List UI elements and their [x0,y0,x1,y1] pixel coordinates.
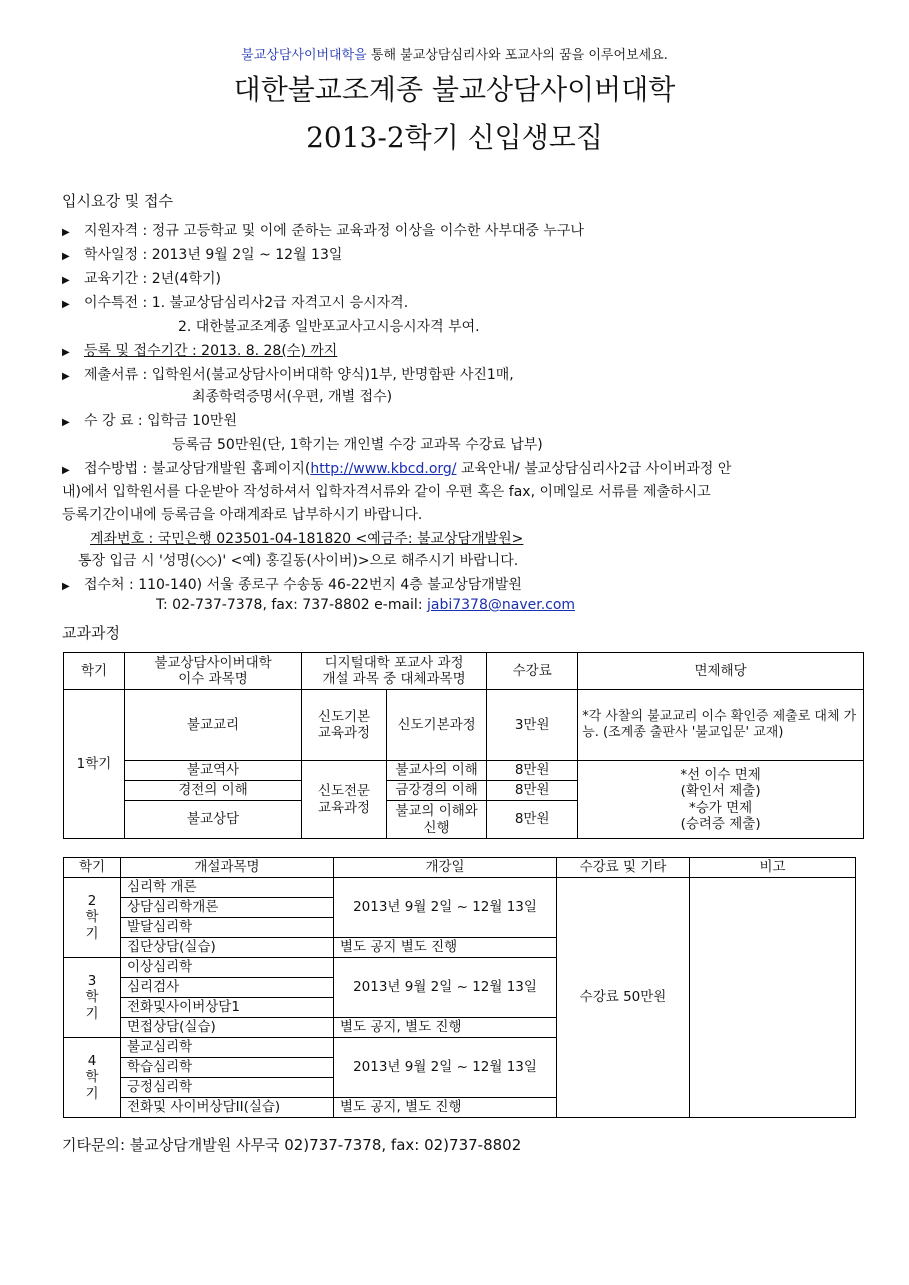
table-header-row [64,858,856,878]
fee-cell: 8만원 [487,781,578,801]
track-cell: 신도기본 교육과정 [302,690,387,761]
column-header: 학기 [64,858,121,878]
registration-text: 등록 및 접수기간 : 2013. 8. 28(수) 까지 [84,343,338,359]
page-subtitle: 2013-2학기 신입생모집 [306,121,603,154]
curriculum-heading: 교과과정 [62,624,120,642]
tagline-text: 통해 불교상담심리사와 포교사의 꿈을 이루어보세요. [370,48,668,63]
course-cell: 전화및 사이버상담II(실습) [121,1098,334,1118]
fee-text-1: 수 강 료 : 입학금 10만원 [84,413,237,429]
contact-line [62,574,522,594]
semester-cell: 4 학 기 [64,1038,121,1118]
course-cell: 긍정심리학 [121,1078,334,1098]
semester-cell: 2 학 기 [64,878,121,958]
alt-course-cell: 불교사의 이해 [387,761,487,781]
email-link[interactable]: jabi7378@naver.com [427,597,576,613]
page-title: 대한불교조계종 불교상담사이버대학 [233,73,676,106]
schedule-note-cell: 별도 공지 별도 진행 [334,938,557,958]
table-row [64,690,864,761]
table-row [64,878,856,898]
note-cell [690,878,856,1118]
date-cell: 2013년 9월 2일 ~ 12월 13일 [334,878,557,938]
tagline [0,44,909,63]
column-header: 불교상담사이버대학 이수 과목명 [125,653,302,690]
schedule-note-cell: 별도 공지, 별도 진행 [334,1098,557,1118]
period-line [62,268,221,288]
deposit-note: 통장 입금 시 '성명(◇◇)' <예) 홍길동(사이버)>으로 해주시기 바랍니다. [78,553,519,569]
schedule-text: 학사일정 : 2013년 9월 2일 ~ 12월 13일 [84,247,343,263]
contact-line-2 [156,597,575,613]
bullet-icon: ▶ [62,347,70,358]
period-text: 교육기간 : 2년(4학기) [84,271,222,287]
course-cell: 심리검사 [121,978,334,998]
tagline-highlight: 불교상담사이버대학을 [241,48,367,63]
column-header: 수강료 및 기타 [557,858,690,878]
schedule-note-cell: 별도 공지, 별도 진행 [334,1018,557,1038]
documents-text-1: 제출서류 : 입학원서(불교상담사이버대학 양식)1부, 반명함판 사진1매, [84,367,514,383]
bullet-icon: ▶ [62,465,70,476]
fee-cell: 3만원 [487,690,578,761]
date-cell: 2013년 9월 2일 ~ 12월 13일 [334,958,557,1018]
table-row [64,761,864,781]
bullet-icon: ▶ [62,251,70,262]
course-cell: 불교역사 [125,761,302,781]
method-line [62,458,731,478]
homepage-link[interactable]: http://www.kbcd.org/ [310,461,457,477]
course-cell: 집단상담(실습) [121,938,334,958]
course-cell: 상담심리학개론 [121,898,334,918]
semester-cell: 1학기 [64,690,125,839]
column-header: 디지털대학 포교사 과정 개설 과목 중 대체과목명 [302,653,487,690]
fee-cell: 8만원 [487,801,578,839]
exemption-cell: *선 이수 면제 (확인서 제출) *승가 면제 (승려증 제출) [578,761,864,839]
course-cell: 경전의 이해 [125,781,302,801]
fee-line [62,410,237,430]
column-header: 수강료 [487,653,578,690]
documents-text-2: 최종학력증명서(우편, 개별 접수) [192,389,393,405]
method-text-3: 등록기간이내에 등록금을 아래계좌로 납부하시기 바랍니다. [62,507,423,523]
bullet-icon: ▶ [62,371,70,382]
course-cell: 발달심리학 [121,918,334,938]
qualification-line [62,220,584,240]
bullet-icon: ▶ [62,227,70,238]
fee-cell: 수강료 50만원 [557,878,690,1118]
benefit-text-1: 이수특전 : 1. 불교상담심리사2급 자격고시 응시자격. [84,295,409,311]
semester-cell: 3 학 기 [64,958,121,1038]
date-cell: 2013년 9월 2일 ~ 12월 13일 [334,1038,557,1098]
course-cell: 면접상담(실습) [121,1018,334,1038]
course-cell: 불교심리학 [121,1038,334,1058]
track-cell: 신도전문 교육과정 [302,761,387,839]
fee-cell: 8만원 [487,761,578,781]
alt-course-cell: 신도기본과정 [387,690,487,761]
semester2to4-table [63,857,856,1118]
course-cell: 학습심리학 [121,1058,334,1078]
alt-course-cell: 불교의 이해와 신행 [387,801,487,839]
method-text-1b: 교육안내/ 불교상담심리사2급 사이버과정 안 [456,461,732,477]
contact-text-2: T: 02-737-7378, fax: 737-8802 e-mail: [156,597,427,613]
qualification-text: 지원자격 : 정규 고등학교 및 이에 준하는 교육과정 이상을 이수한 사부대중 누구나 [84,223,584,239]
column-header: 학기 [64,653,125,690]
footer-contact: 기타문의: 불교상담개발원 사무국 02)737-7378, fax: 02)737-8802 [62,1136,522,1154]
method-text-2: 내)에서 입학원서를 다운받아 작성하셔서 입학자격서류와 같이 우편 혹은 fax, 이메일로 서류를 제출하시고 [62,484,711,500]
course-cell: 심리학 개론 [121,878,334,898]
bullet-icon: ▶ [62,275,70,286]
column-header: 비고 [690,858,856,878]
column-header: 개설과목명 [121,858,334,878]
course-cell: 불교상담 [125,801,302,839]
course-cell: 불교교리 [125,690,302,761]
bullet-icon: ▶ [62,299,70,310]
semester1-table [63,652,864,839]
benefit-text-2: 2. 대한불교조계종 일반포교사고시응시자격 부여. [178,319,480,335]
schedule-line [62,244,342,264]
bullet-icon: ▶ [62,417,70,428]
registration-line [62,340,337,360]
benefit-line [62,292,408,312]
fee-text-2: 등록금 50만원(단, 1학기는 개인별 수강 교과목 수강료 납부) [172,437,543,453]
account-text: 계좌번호 : 국민은행 023501-04-181820 <예금주: 불교상담개발원> [90,531,524,547]
table-header-row [64,653,864,690]
method-text-1: 접수방법 : 불교상담개발원 홈페이지( [84,461,311,477]
admission-heading: 입시요강 및 접수 [62,192,173,210]
bullet-icon: ▶ [62,581,70,592]
column-header: 면제해당 [578,653,864,690]
course-cell: 이상심리학 [121,958,334,978]
exemption-cell: *각 사찰의 불교교리 이수 확인증 제출로 대체 가능. (조계종 출판사 '불교입문' 교재) [578,690,864,761]
contact-text-1: 접수처 : 110-140) 서울 종로구 수송동 46-22번지 4층 불교상담개발원 [84,577,522,593]
course-cell: 전화및사이버상담1 [121,998,334,1018]
alt-course-cell: 금강경의 이해 [387,781,487,801]
documents-line [62,364,514,384]
column-header: 개강일 [334,858,557,878]
